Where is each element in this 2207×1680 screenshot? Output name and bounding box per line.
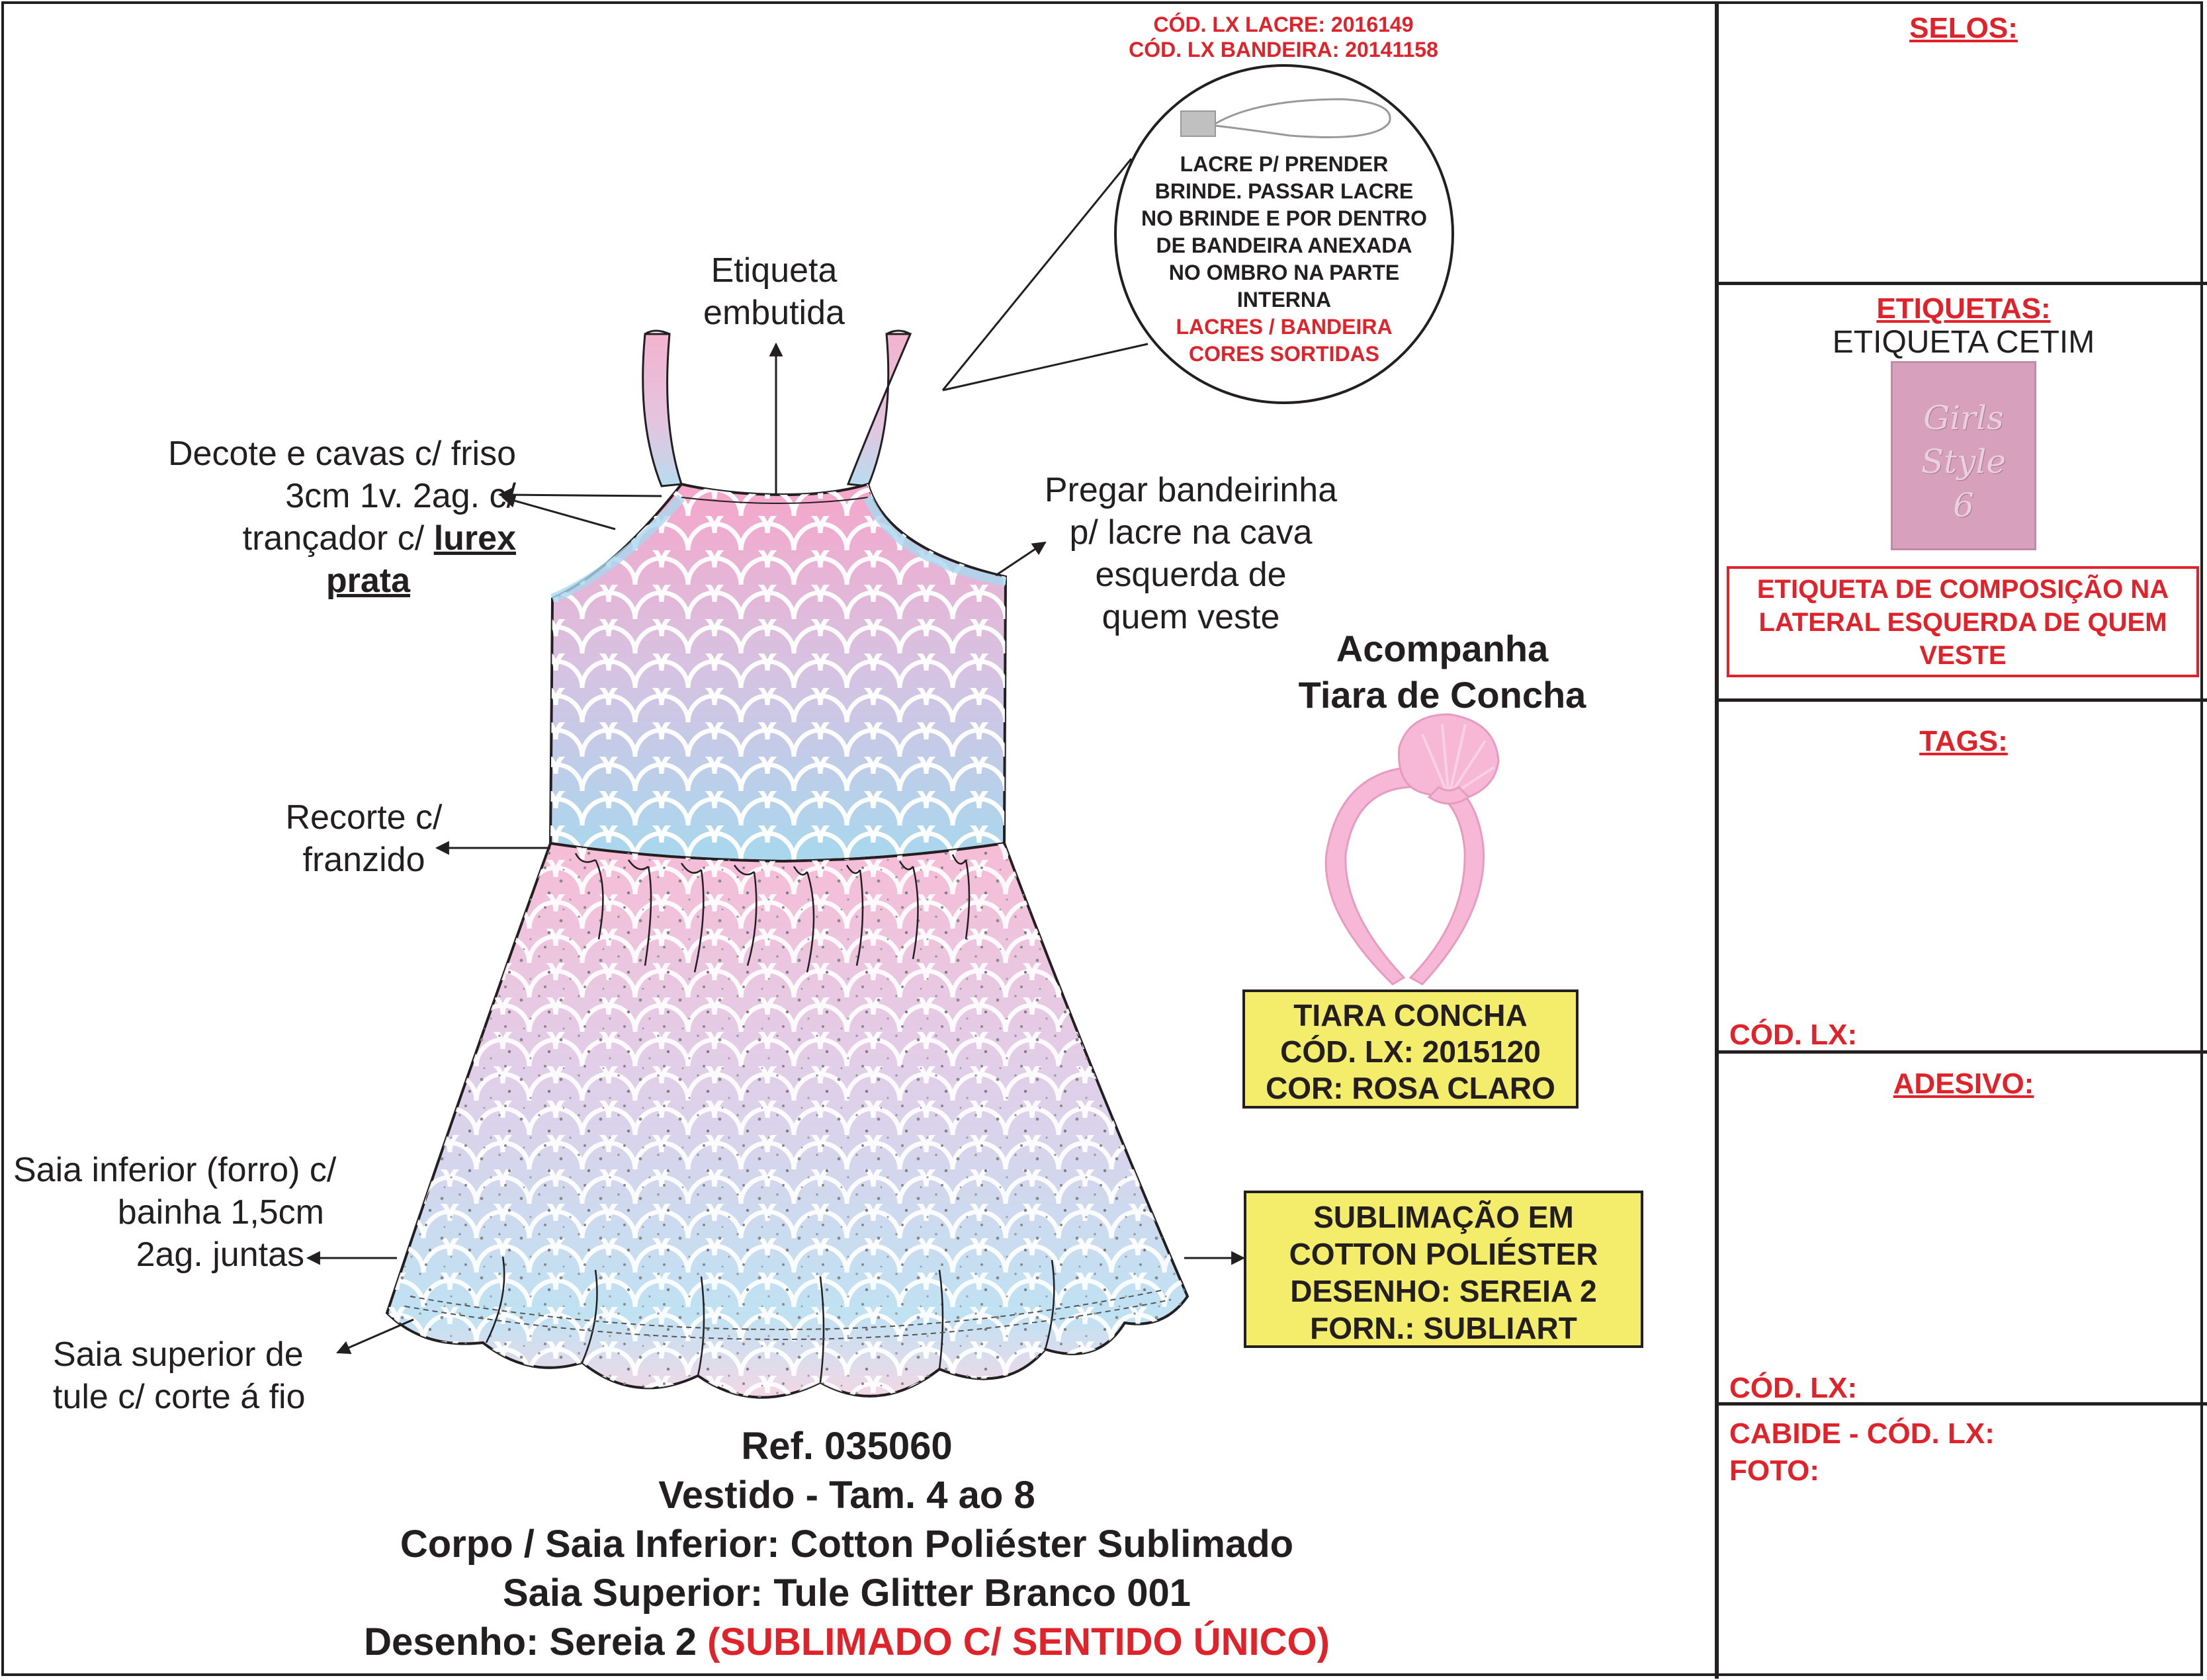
- annotation-emphasis: prata: [325, 562, 410, 600]
- bubble-line: LACRE P/ PRENDER: [1180, 152, 1389, 176]
- arrow-decote-top: [499, 495, 662, 496]
- cabide-section: [1729, 1415, 1995, 1490]
- bubble-line: DE BANDEIRA ANEXADA: [1156, 233, 1412, 257]
- tiara-info-line: CÓD. LX: 2015120: [1280, 1034, 1541, 1069]
- annotation-saia-inferior: [13, 1149, 397, 1276]
- cabide-cod-lx: CABIDE - CÓD. LX:: [1729, 1417, 1995, 1450]
- reference-line: Saia Superior: Tule Glitter Branco 001: [502, 1572, 1191, 1615]
- sublimation-line: SUBLIMAÇÃO EM: [1313, 1200, 1574, 1234]
- annotation-line: tule c/ corte á fio: [53, 1378, 306, 1416]
- etiqueta-cetim: ETIQUETA CETIM: [1832, 325, 2095, 360]
- sublimation-line: DESENHO: SEREIA 2: [1290, 1274, 1597, 1308]
- lacre-codes: [1072, 12, 1495, 62]
- tiara-info-line: TIARA CONCHA: [1293, 998, 1528, 1032]
- accessory-title-line: Acompanha: [1336, 628, 1549, 669]
- bubble-line: BRINDE. PASSAR LACRE: [1154, 179, 1414, 203]
- annotation-line: p/ lacre na cava: [1069, 513, 1313, 552]
- sidebar-divider: [1715, 1, 1719, 1679]
- reference-line: Desenho: Sereia 2: [364, 1620, 708, 1663]
- composicao-line: VESTE: [1919, 641, 2007, 670]
- annotation-line: 2ag. juntas: [136, 1236, 304, 1274]
- annotation-line: quem veste: [1102, 598, 1280, 636]
- annotation-recorte: [251, 796, 476, 881]
- sublimation-line: FORN.: SUBLIART: [1310, 1311, 1577, 1345]
- annotation-etiqueta: [662, 249, 887, 334]
- tags-cod-lx: CÓD. LX:: [1729, 1019, 1858, 1051]
- annotation-line: Recorte c/: [285, 798, 443, 837]
- bubble-line: NO OMBRO NA PARTE: [1168, 261, 1400, 284]
- reference-line: Corpo / Saia Inferior: Cotton Poliéster Sublimado: [400, 1523, 1294, 1566]
- annotation-line: Saia inferior (forro) c/: [13, 1151, 337, 1189]
- composicao-line: ETIQUETA DE COMPOSIÇÃO NA: [1756, 575, 2169, 604]
- bubble-line: NO BRINDE E POR DENTRO: [1141, 206, 1428, 230]
- etiquetas-title: ETIQUETAS:: [1876, 292, 2051, 325]
- lacre-code: CÓD. LX LACRE: 2016149: [1153, 13, 1414, 36]
- reference-block: [0, 1422, 1694, 1667]
- reference-warning: (SUBLIMADO C/ SENTIDO ÚNICO): [707, 1620, 1330, 1663]
- satin-label-text: Style: [1921, 442, 2007, 481]
- tiara-info-line: COR: ROSA CLARO: [1266, 1071, 1555, 1105]
- shell-icon: [1399, 714, 1499, 804]
- sidebar-separator-1: [1715, 282, 2207, 285]
- annotation-line: 3cm 1v. 2ag. c/: [285, 477, 516, 515]
- tiara-info-box: [1242, 989, 1579, 1109]
- selos-title: SELOS:: [1909, 12, 2018, 44]
- annotation-line: Saia superior de: [53, 1335, 304, 1374]
- annotation-line: trançador c/: [242, 519, 434, 558]
- satin-label-swatch: [1891, 361, 2036, 550]
- accessory-title-line: Tiara de Concha: [1298, 674, 1586, 716]
- sublimation-box: [1244, 1191, 1643, 1348]
- annotation-line: franzido: [302, 841, 425, 879]
- annotation-line: Etiqueta: [711, 251, 838, 290]
- lacre-tag-icon: [1181, 111, 1215, 136]
- satin-label-text: 6: [1953, 486, 1974, 525]
- annotation-line: embutida: [703, 294, 845, 332]
- annotation-line: Decote e cavas c/ friso: [168, 435, 516, 473]
- annotation-decote: [132, 433, 516, 602]
- adesivo-cod-lx: CÓD. LX:: [1729, 1372, 1858, 1404]
- bubble-text: [1115, 151, 1453, 368]
- composicao-box: [1727, 566, 2199, 677]
- annotation-line: bainha 1,5cm: [117, 1193, 324, 1232]
- annotation-line: esquerda de: [1095, 556, 1287, 594]
- reference-line: Vestido - Tam. 4 ao 8: [658, 1474, 1035, 1517]
- reference-line: Ref. 035060: [741, 1425, 953, 1468]
- satin-label-text: Girls: [1923, 399, 2004, 437]
- annotation-pregar: [1006, 469, 1376, 638]
- composicao-line: LATERAL ESQUERDA DE QUEM: [1758, 608, 2167, 637]
- bubble-line-red: CORES SORTIDAS: [1188, 342, 1380, 366]
- bubble-line: INTERNA: [1236, 288, 1332, 312]
- adesivo-title: ADESIVO:: [1893, 1068, 2034, 1100]
- tags-title: TAGS:: [1919, 725, 2008, 757]
- bandeira-code: CÓD. LX BANDEIRA: 20141158: [1129, 38, 1438, 62]
- foto-label: FOTO:: [1729, 1454, 1820, 1487]
- sublimation-line: COTTON POLIÉSTER: [1289, 1237, 1598, 1271]
- accessory-title: [1244, 626, 1641, 718]
- bubble-line-red: LACRES / BANDEIRA: [1176, 315, 1393, 339]
- sidebar-separator-2: [1715, 698, 2207, 702]
- annotation-line: Pregar bandeirinha: [1044, 471, 1338, 509]
- arrow-decote-cava: [503, 497, 615, 529]
- annotation-emphasis: lurex: [433, 519, 516, 558]
- annotation-saia-superior: [53, 1333, 357, 1418]
